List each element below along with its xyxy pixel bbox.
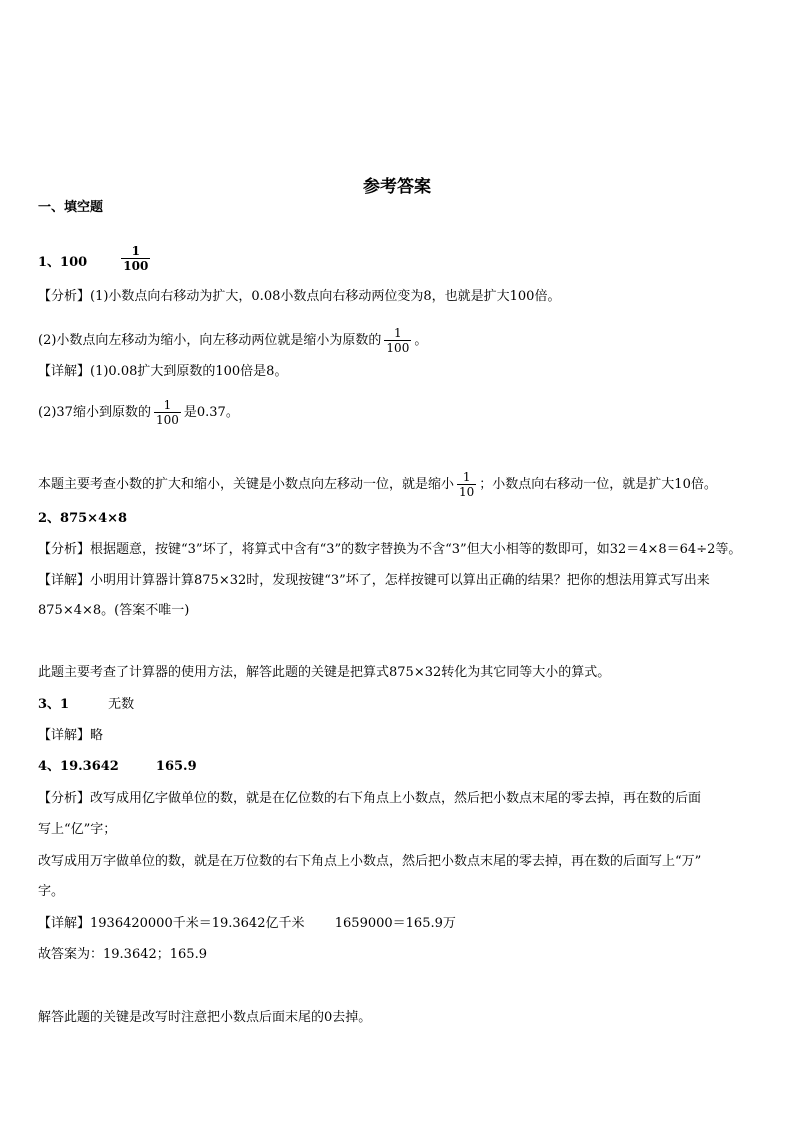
q2-detail-1: 【详解】小明用计算器计算875×32时，发现按键“3”坏了，怎样按键可以算出正确的结果？把你的想法用算式写出来: [38, 573, 710, 588]
q3-detail: 【详解】略: [38, 728, 104, 743]
q1-analysis-2: (2)小数点向左移动为缩小，向左移动两位就是缩小为原数的 $\frac{1}{100}$ 。: [38, 326, 428, 355]
q1-fraction: $\frac{1}{100}$: [123, 244, 149, 273]
q4-analysis-4: 字。: [38, 884, 65, 899]
q1-answer: [38, 244, 153, 277]
q4-detail: 【详解】1936420000千米＝19.3642亿千米 1659000＝165.9万: [38, 916, 456, 931]
section-heading: 一、填空题: [38, 200, 104, 215]
q1-summary-fraction: $\frac{1}{10}$: [459, 470, 475, 499]
page-title: 参考答案: [363, 177, 431, 197]
q1-analysis-1: 【分析】(1)小数点向右移动为扩大，0.08小数点向右移动两位变为8，也就是扩大100倍。: [38, 289, 561, 304]
q1-detail-1: 【详解】(1)0.08扩大到原数的100倍是8。: [38, 364, 288, 379]
q4-analysis-1: 【分析】改写成用亿字做单位的数，就是在亿位数的右下角点上小数点，然后把小数点末尾的零去掉，再在数的后面: [38, 791, 702, 806]
q4-summary: 解答此题的关键是改写时注意把小数点后面末尾的0去掉。: [38, 1010, 372, 1025]
q3-answer: 3、1 无数: [38, 697, 135, 712]
q2-answer: 2、875×4×8: [38, 511, 128, 526]
q2-detail-2: 875×4×8。(答案不唯一): [38, 603, 190, 618]
q1-detail-2: (2)37缩小到原数的 $\frac{1}{100}$ 是0.37。: [38, 398, 239, 427]
q1-summary: 本题主要考查小数的扩大和缩小，关键是小数点向左移动一位，就是缩小 $\frac{1}{10}$ ；小数点向右移动一位，就是扩大10倍。: [38, 470, 717, 499]
q1-detail-fraction: $\frac{1}{100}$: [155, 398, 179, 427]
q2-summary: 此题主要考查了计算器的使用方法，解答此题的关键是把算式875×32转化为其它同等大小的算式。: [38, 665, 611, 680]
q4-answer-line: 故答案为：19.3642；165.9: [38, 947, 207, 962]
q2-analysis: 【分析】根据题意，按键“3”坏了，将算式中含有“3”的数字替换为不含“3”但大小相等的数即可，如32＝4×8＝64÷2等。: [38, 542, 742, 557]
q1-analysis-fraction: $\frac{1}{100}$: [386, 326, 410, 355]
q1-head: 1、100: [38, 255, 88, 270]
q4-analysis-3: 改写成用万字做单位的数，就是在万位数的右下角点上小数点，然后把小数点末尾的零去掉，再在数的后面写上“万”: [38, 854, 702, 869]
q4-analysis-2: 写上“亿”字；: [38, 822, 117, 837]
q4-answer: 4、19.3642 165.9: [38, 759, 197, 774]
